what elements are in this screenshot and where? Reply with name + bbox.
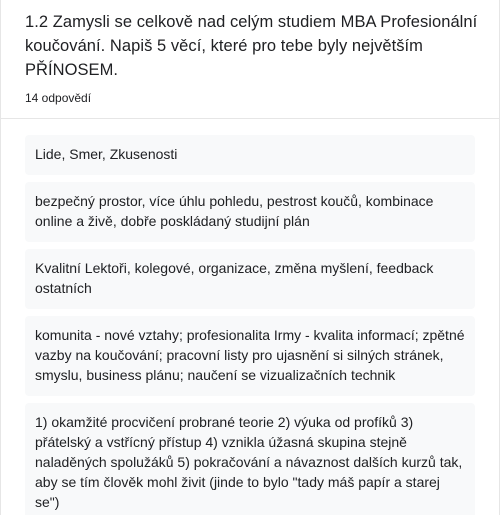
- answer-item: komunita - nové vztahy; profesionalita Irmy - kvalita informací; zpětné vazby na koučování; pracovní listy pro ujasnění si silných stránek, smyslu, business plánu; naučení se vizualizačních technik: [25, 316, 475, 396]
- answers-list: [25, 135, 475, 515]
- question-title: 1.2 Zamysli se celkově nad celým studiem MBA Profesionální koučování. Napiš 5 věcí, které pro tebe byly největším PŘÍNOSEM.: [25, 13, 478, 79]
- answer-item: bezpečný prostor, více úhlu pohledu, pestrost koučů, kombinace online a živě, dobře poskládaný studijní plán: [25, 182, 475, 242]
- card-left-border: [0, 0, 1, 515]
- response-count: 14 odpovědí: [25, 91, 92, 105]
- divider: [1, 118, 499, 119]
- answer-item: Lide, Smer, Zkusenosti: [25, 135, 475, 175]
- answer-item: Kvalitní Lektoři, kolegové, organizace, změna myšlení, feedback ostatních: [25, 249, 475, 309]
- answer-item: 1) okamžité procvičení probrané teorie 2) výuka od profíků 3) přátelský a vstřícný přístup 4) vznikla úžasná skupina stejně naladěných spolužáků 5) pokračování a návaznost dalších kurzů tak, aby se tím člověk mohl živit (jinde to bylo "tady máš papír a starej se"): [25, 403, 475, 515]
